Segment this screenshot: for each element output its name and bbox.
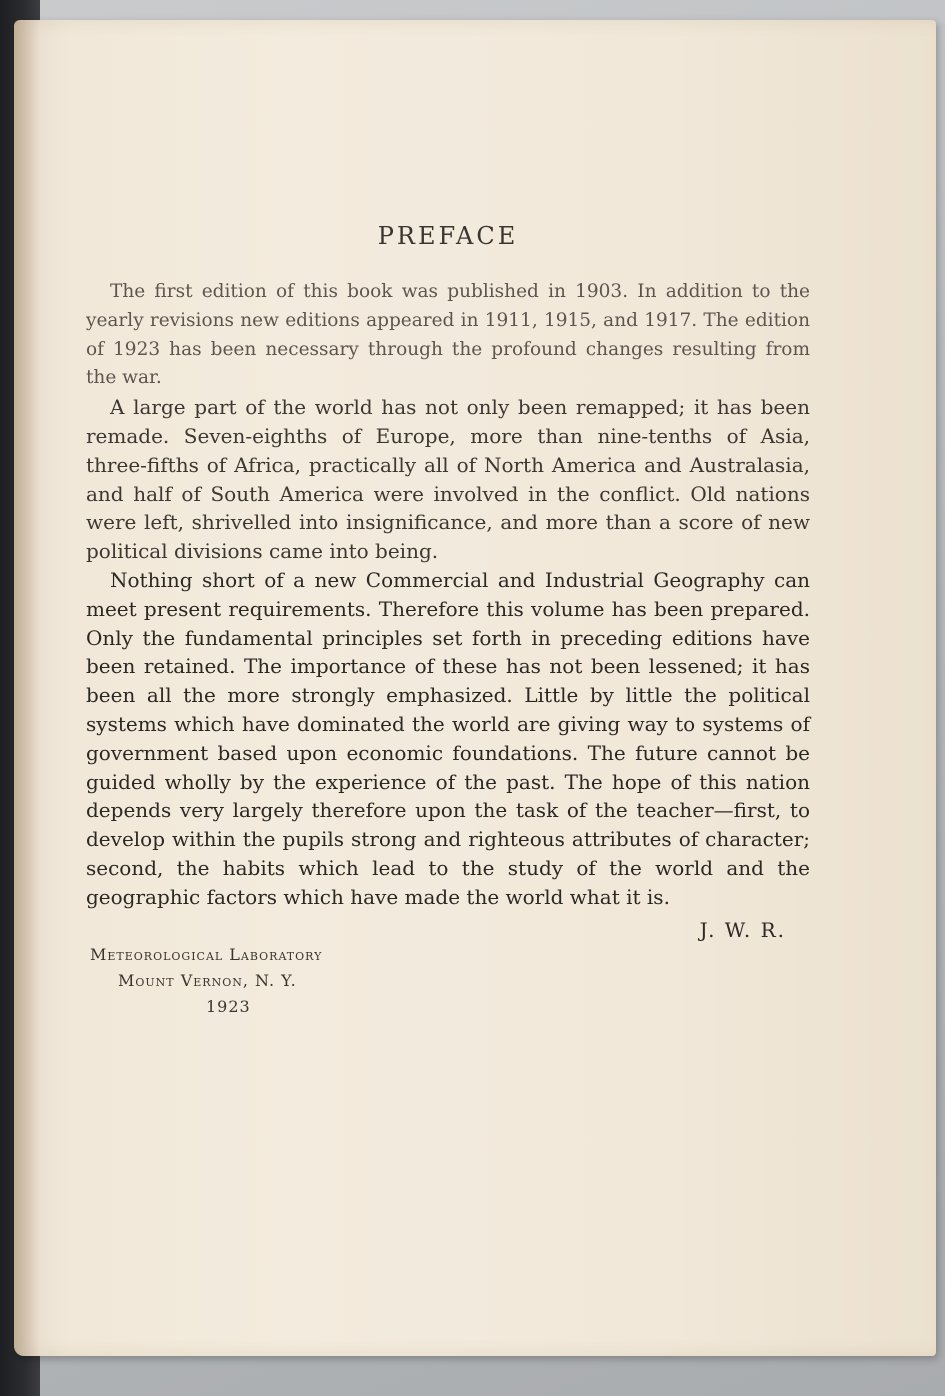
author-initials: J. W. R.	[699, 917, 786, 942]
address-institution: Meteorological Laboratory	[90, 944, 323, 964]
page-gutter-shadow	[14, 20, 40, 1356]
author-address	[86, 942, 810, 1020]
address-location: Mount Vernon, N. Y.	[118, 970, 297, 990]
address-year: 1923	[206, 996, 251, 1016]
preface-paragraph-1: The first edition of this book was published in 1903. In addition to the yearly revisions new editions appeared in 1911, 1915, and 1917. The edition of 1923 has been necessary through the profound changes resulting from the war.	[86, 281, 810, 389]
preface-paragraph-2: A large part of the world has not only been remapped; it has been remade. Seven-eighths of Europe, more than nine-tenths of Asia, three-fifths of Africa, practically all of North America and Australasia, and half of South America were involved in the conflict. Old nations were left, shrivelled into insignificance, and more than a score of new political divisions came into being.	[86, 395, 810, 564]
page-title: PREFACE	[377, 222, 519, 250]
preface-content	[86, 222, 810, 1020]
preface-paragraph-3: Nothing short of a new Commercial and Industrial Geography can meet present requirements. Therefore this volume has been prepared. Only the fundamental principles set forth in preceding editions have been retained. The importance of these has not been lessened; it has been all the more strongly emphasized. Little by little the political systems which have dominated the world are giving way to systems of government based upon economic foundations. The future cannot be guided wholly by the experience of the past. The hope of this nation depends very largely therefore upon the task of the teacher—first, to develop within the pupils strong and righteous attributes of character; second, the habits which lead to the study of the world and the geographic factors which have made the world what it is.	[86, 567, 810, 909]
